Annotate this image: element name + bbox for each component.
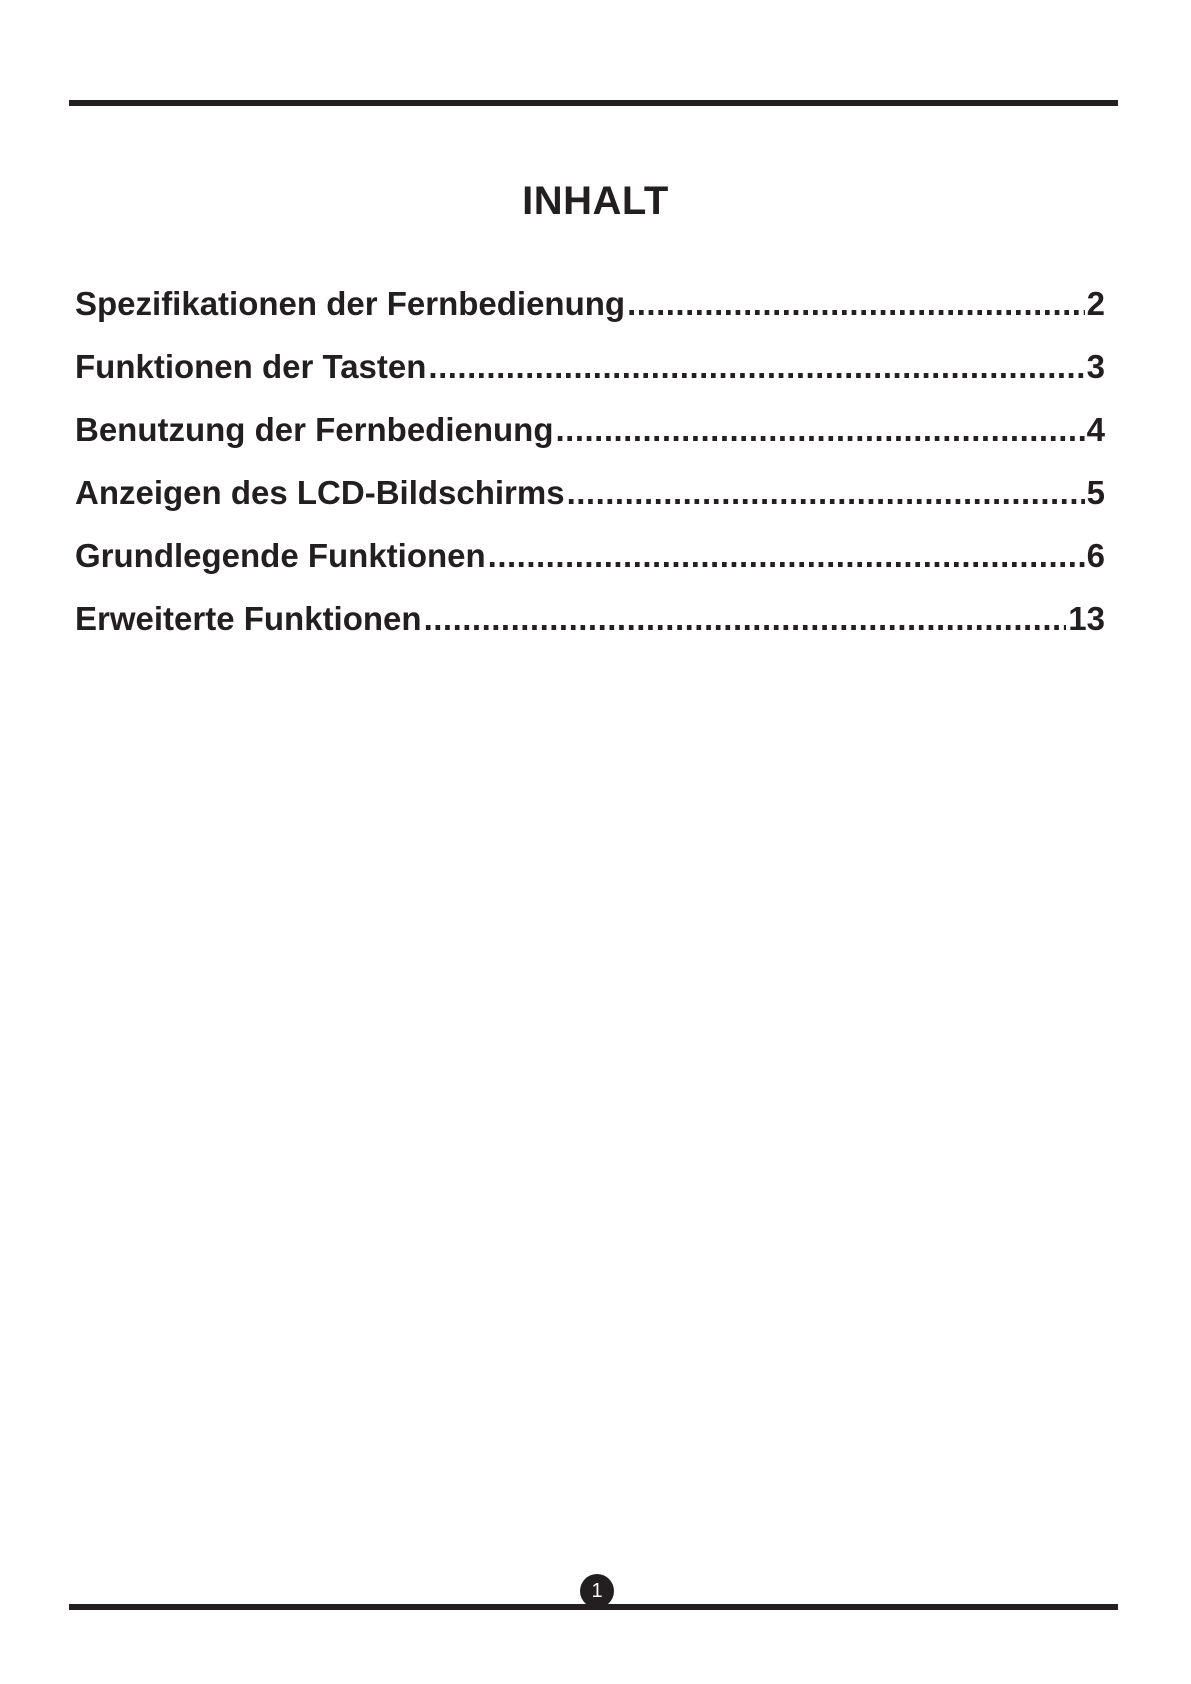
toc-entry[interactable] bbox=[75, 411, 1105, 474]
dot-leader bbox=[567, 474, 1085, 512]
toc-entry-label: Funktionen der Tasten bbox=[75, 348, 427, 385]
toc-entry-page: 3 bbox=[1086, 348, 1105, 385]
page-number-badge: 1 bbox=[580, 1574, 614, 1608]
toc-entry[interactable] bbox=[75, 537, 1105, 600]
toc-entry-label: Anzeigen des LCD-Bildschirms bbox=[75, 474, 565, 511]
toc-entry-page: 2 bbox=[1086, 285, 1105, 322]
toc-entry-label: Erweiterte Funktionen bbox=[75, 600, 422, 637]
toc-entry-page: 5 bbox=[1086, 474, 1105, 511]
toc-entry-page: 13 bbox=[1068, 600, 1105, 637]
toc-entry-label: Grundlegende Funktionen bbox=[75, 537, 486, 574]
dot-leader bbox=[424, 600, 1067, 638]
dot-leader bbox=[428, 348, 1084, 386]
toc-entry-label: Benutzung der Fernbedienung bbox=[75, 411, 554, 448]
dot-leader bbox=[627, 285, 1085, 323]
toc-entry-label: Spezifikationen der Fernbedienung bbox=[75, 285, 626, 322]
table-of-contents bbox=[75, 285, 1105, 663]
toc-entry[interactable] bbox=[75, 474, 1105, 537]
dot-leader bbox=[488, 537, 1085, 575]
top-rule bbox=[69, 100, 1118, 106]
toc-entry[interactable] bbox=[75, 600, 1105, 663]
page-title: INHALT bbox=[522, 178, 669, 223]
toc-entry-page: 6 bbox=[1086, 537, 1105, 574]
toc-entry[interactable] bbox=[75, 348, 1105, 411]
toc-entry[interactable] bbox=[75, 285, 1105, 348]
bottom-rule bbox=[69, 1604, 1118, 1610]
toc-entry-page: 4 bbox=[1086, 411, 1105, 448]
dot-leader bbox=[555, 411, 1084, 449]
